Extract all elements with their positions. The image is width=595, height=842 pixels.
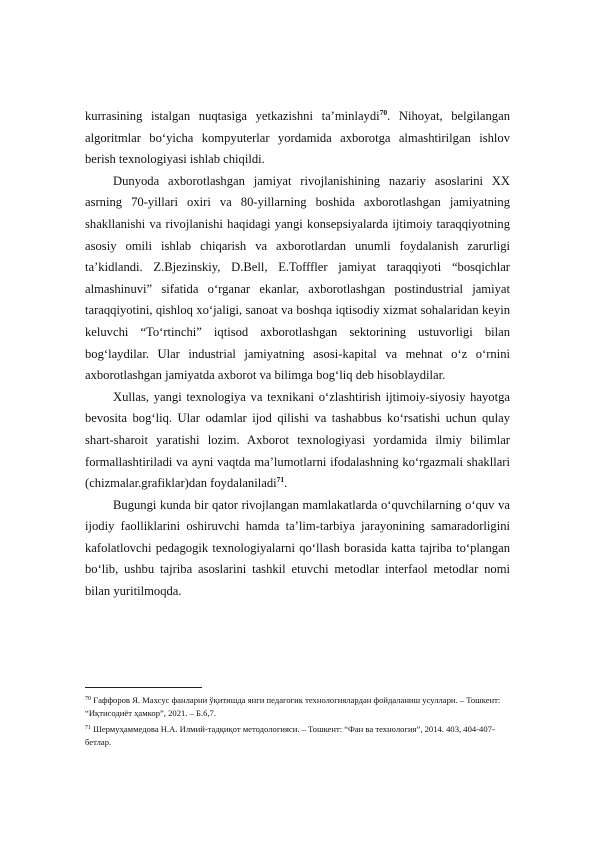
footnote-71: [85, 723, 510, 748]
footnote-number: 70: [85, 696, 91, 702]
footnote-number: 71: [85, 725, 91, 732]
footnotes: [85, 694, 510, 752]
paragraph-4: [85, 495, 510, 603]
paragraph-2: [85, 171, 510, 387]
paragraph-3: [85, 387, 510, 495]
paragraph-text: kurrasining istalgan nuqtasiga yetkazishni ta’minlaydi: [85, 109, 380, 123]
footnote-ref-71[interactable]: 71: [276, 475, 285, 485]
paragraph-1: [85, 106, 510, 171]
paragraph-text: Bugungi kunda bir qator rivojlangan mamlakatlarda o‘quvchilarning o‘quv va ijodiy faolliklarini oshiruvchi hamda ta’lim-tarbiya jarayonining samaradorligini kafolatlovchi pedagogik texnologiyalarni qo‘llash borasida katta tajriba to‘plangan bo‘lib, ushbu tajriba asoslarini tashkil etuvchi metodlar interfaol metodlar nomi bilan yuritilmoqda.: [85, 497, 510, 599]
footnote-text: Ғаффоров Я. Махсус фанларни ўқитишда янги педагогик технологиялардан фойдаланиш усуллари. – Тошкент: “Иқтисодиёт ҳамкор”, 2021. – Б.6,7.: [85, 695, 501, 718]
paragraph-text-continued: .: [284, 476, 288, 491]
paragraph-text: Xullas, yangi texnologiya va texnikani o‘zlashtirish ijtimoiy-siyosiy hayotga bevosita bog‘liq. Ular odamlar ijod qilishi va tashabbus ko‘rsatishi uchun qulay shart-sharoit yaratishi lozim. Axborot texnologiyasi yordamida ilmiy bilimlar formallashtiriladi va ayni vaqtda ma’lumotlarni ifodalashning ko‘rgazmali shakllari (chizmalar.grafiklar)dan foydalaniladi: [85, 389, 510, 491]
body-text: [85, 106, 510, 603]
footnote-ref-70[interactable]: 70: [379, 108, 388, 117]
footnote-text: Шермуҳаммедова Н.А. Илмий-тадқиқот методологияси. – Тошкент: “Фан ва технология”, 2014. 403, 404-407-бетлар.: [85, 724, 495, 747]
paragraph-text: Dunyoda axborotlashgan jamiyat rivojlanishining nazariy asoslarini XX asrning 70-yillari oxiri va 80-yillarning boshida axborotlashgan jamiyatning shakllanishi va rivojlanishi haqidagi yangi konsepsiyalarda ijtimoiy taraqqiyotning asosiy omili ishlab chiqarish va axborotlardan unumli foydalanish zarurligi ta’kidlandi. Z.Bjezinskiy, D.Bell, E.Tofffler jamiyat taraqqiyoti “bosqichlar almashinuvi” sifatida o‘rganar ekanlar, axborotlashgan postindustrial jamiyat taraqqiyotini, qishloq xo‘jaligi, sanoat va boshqa iqtisodiy xizmat sohalaridan keyin keluvchi “To‘rtinchi” iqtisod axborotlashgan sektorining ustuvorligi bilan bog‘laydilar. Ular industrial jamiyatning asosi-kapital va mehnat o‘z o‘rnini axborotlashgan jamiyatda axborot va bilimga bog‘liq deb hisoblaydilar.: [85, 173, 510, 383]
paragraph-text-continued: . Nihoyat, belgilangan algoritmlar bo‘yicha kompyuterlar yordamida axborotga almashtirilgan ishlov berish texnologiyasi ishlab chiqildi.: [85, 109, 510, 167]
footnote-70: [85, 694, 510, 719]
footnote-separator: [85, 687, 202, 688]
